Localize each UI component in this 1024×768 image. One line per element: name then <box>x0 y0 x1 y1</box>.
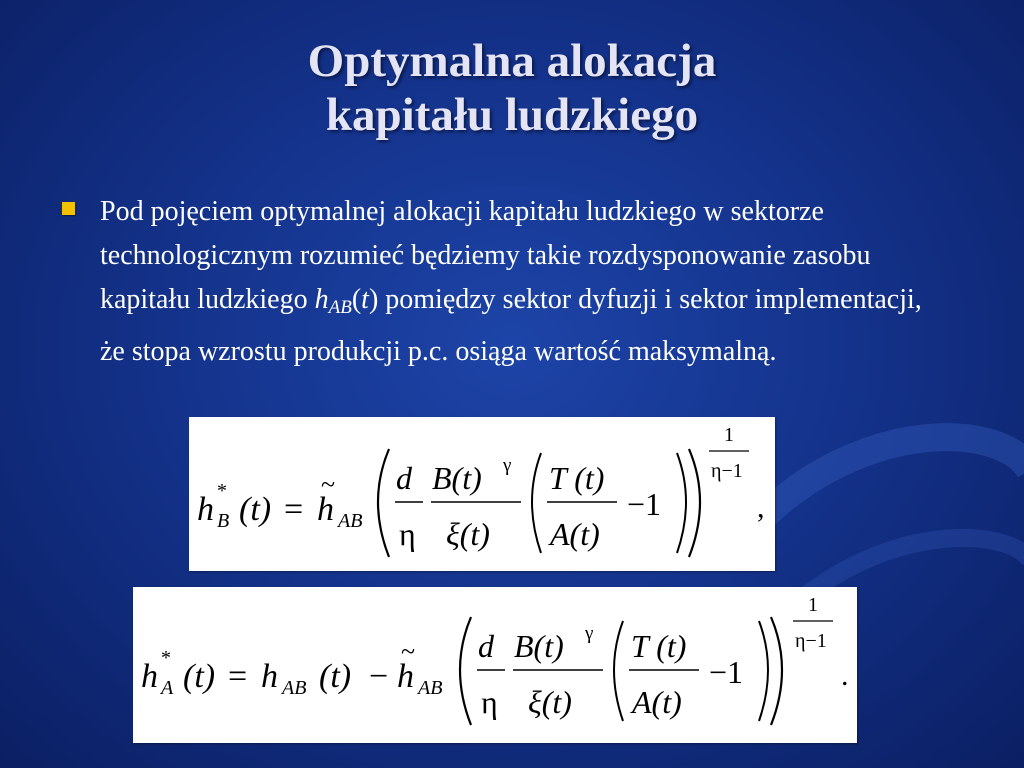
var-t: t <box>361 284 369 315</box>
f1-tilde: ~ <box>321 470 336 499</box>
formula-hb-svg <box>189 417 775 571</box>
f2-outer-paren-left <box>460 617 471 725</box>
var-sub-ab: AB <box>328 297 352 318</box>
f2-B: B(t) <box>514 628 564 664</box>
f2-period: . <box>841 659 849 692</box>
f2-h2: h <box>261 658 278 695</box>
f2-outer-paren-right <box>771 617 782 725</box>
f1-exp-den: η−1 <box>711 460 743 482</box>
bullet-marker-icon <box>62 202 75 215</box>
formula-hb <box>189 417 775 571</box>
formula-ha <box>133 587 857 743</box>
f1-outer-paren-left <box>378 449 389 557</box>
f1-eta: η <box>399 516 416 552</box>
var-h: h <box>314 284 329 315</box>
f2-eq: = <box>228 658 248 695</box>
f2-htilde: h <box>397 658 414 695</box>
f2-exp-den: η−1 <box>795 630 827 652</box>
f2-targ2: (t) <box>319 658 352 695</box>
f1-sub-ab: AB <box>338 510 363 532</box>
bullet-text-after: pomiędzy sektor dyfuzji i sektor implementacji, że stopa wzrostu produkcji p.c. osiąga wartość maksymalną. <box>100 284 922 367</box>
f1-sub-b: B <box>217 510 230 532</box>
f2-T: T (t) <box>631 628 687 664</box>
f2-A: A(t) <box>632 684 682 720</box>
f1-d: d <box>396 460 412 496</box>
f2-sub-ab2: AB <box>418 677 443 699</box>
f2-sub-a: A <box>161 677 174 699</box>
f2-tilde: ~ <box>401 637 416 666</box>
f2-d: d <box>478 628 494 664</box>
f2-minus: − <box>369 658 389 695</box>
f2-targ: (t) <box>183 658 216 695</box>
var-arg-close: ) <box>368 284 379 315</box>
f1-minus1: −1 <box>627 486 662 522</box>
f1-h: h <box>197 491 214 528</box>
f2-sub-ab: AB <box>282 677 307 699</box>
f1-outer-paren-right <box>689 449 700 557</box>
bullet-text <box>100 190 930 374</box>
f1-B: B(t) <box>432 460 482 496</box>
f2-exp-num: 1 <box>808 594 818 616</box>
f1-T: T (t) <box>549 460 605 496</box>
f1-xi: ξ(t) <box>446 516 490 552</box>
f2-xi: ξ(t) <box>528 684 572 720</box>
var-arg-open: ( <box>351 284 362 315</box>
title-line-1: Optymalna alokacja <box>307 35 717 87</box>
f1-gamma: γ <box>503 455 512 476</box>
bullet-text-before: Pod pojęciem optymalnej alokacji kapitału ludzkiego w sektorze technologicznym rozumieć będziemy takie rozdysponowanie zasobu kapitału ludzkiego <box>100 196 871 315</box>
f1-htilde: h <box>317 491 334 528</box>
slide-title <box>0 34 1024 142</box>
f2-h: h <box>141 658 158 695</box>
f2-eta: η <box>481 684 498 720</box>
f1-exp-num: 1 <box>724 424 734 446</box>
f1-eq: = <box>284 491 304 528</box>
f1-inner-paren-left <box>532 453 541 553</box>
title-line-2: kapitału ludzkiego <box>325 89 699 141</box>
f1-inner-paren-right <box>677 453 686 553</box>
formula-ha-svg <box>133 587 857 743</box>
f1-comma: , <box>757 491 765 524</box>
f2-inner-paren-left <box>614 621 623 721</box>
f2-inner-paren-right <box>759 621 768 721</box>
f2-gamma: γ <box>585 623 594 644</box>
f2-star: * <box>161 647 171 669</box>
f2-minus1: −1 <box>709 654 744 690</box>
f1-targ: (t) <box>239 491 272 528</box>
f1-star: * <box>217 480 227 502</box>
f1-A: A(t) <box>550 516 600 552</box>
